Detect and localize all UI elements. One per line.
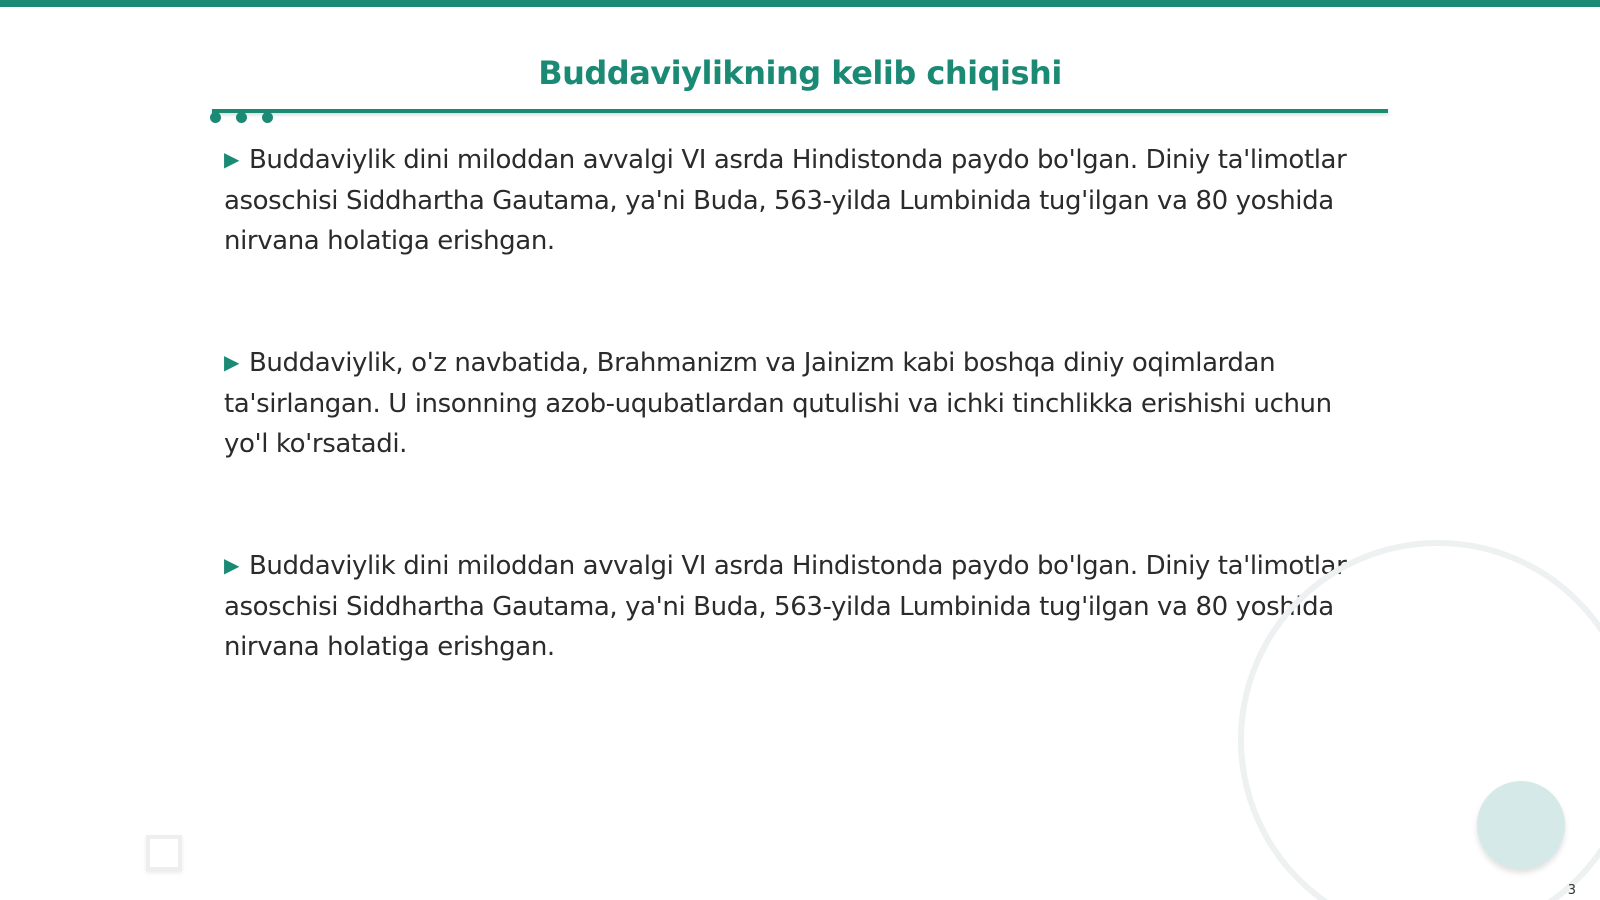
bullet-text: Buddaviylik dini miloddan avvalgi VI asrda Hindistonda paydo bo'lgan. Diniy ta'limotlar asoschisi Siddhartha Gautama, ya'ni Buda, 563-yilda Lumbinida tug'ilgan va 80 yoshida nirvana holatiga erishgan. [224,551,1347,662]
underline-dot [262,112,273,123]
slide-title: Buddaviylikning kelib chiqishi [538,54,1062,92]
underline-dot [236,112,247,123]
triangle-bullet-icon: ▶ [224,350,239,374]
bullet-list [224,140,1364,749]
page-number: 3 [1567,883,1576,898]
triangle-bullet-icon: ▶ [224,147,239,171]
bullet-text: Buddaviylik dini miloddan avvalgi VI asrda Hindistonda paydo bo'lgan. Diniy ta'limotlar asoschisi Siddhartha Gautama, ya'ni Buda, 563-yilda Lumbinida tug'ilgan va 80 yoshida nirvana holatiga erishgan. [224,145,1347,256]
underline-dot [210,112,221,123]
bullet-item [224,140,1364,261]
title-underline [212,109,1388,113]
decorative-square [146,835,182,871]
bullet-text: Buddaviylik, o'z navbatida, Brahmanizm va Jainizm kabi boshqa diniy oqimlardan ta'sirlangan. U insonning azob-uqubatlardan qutulishi va ichki tinchlikka erishishi uchun yo'l ko'rsatadi. [224,348,1332,459]
top-accent-bar [0,0,1600,7]
bullet-item [224,343,1364,464]
triangle-bullet-icon: ▶ [224,553,239,577]
bullet-item [224,546,1364,667]
decorative-circle [1477,781,1565,869]
